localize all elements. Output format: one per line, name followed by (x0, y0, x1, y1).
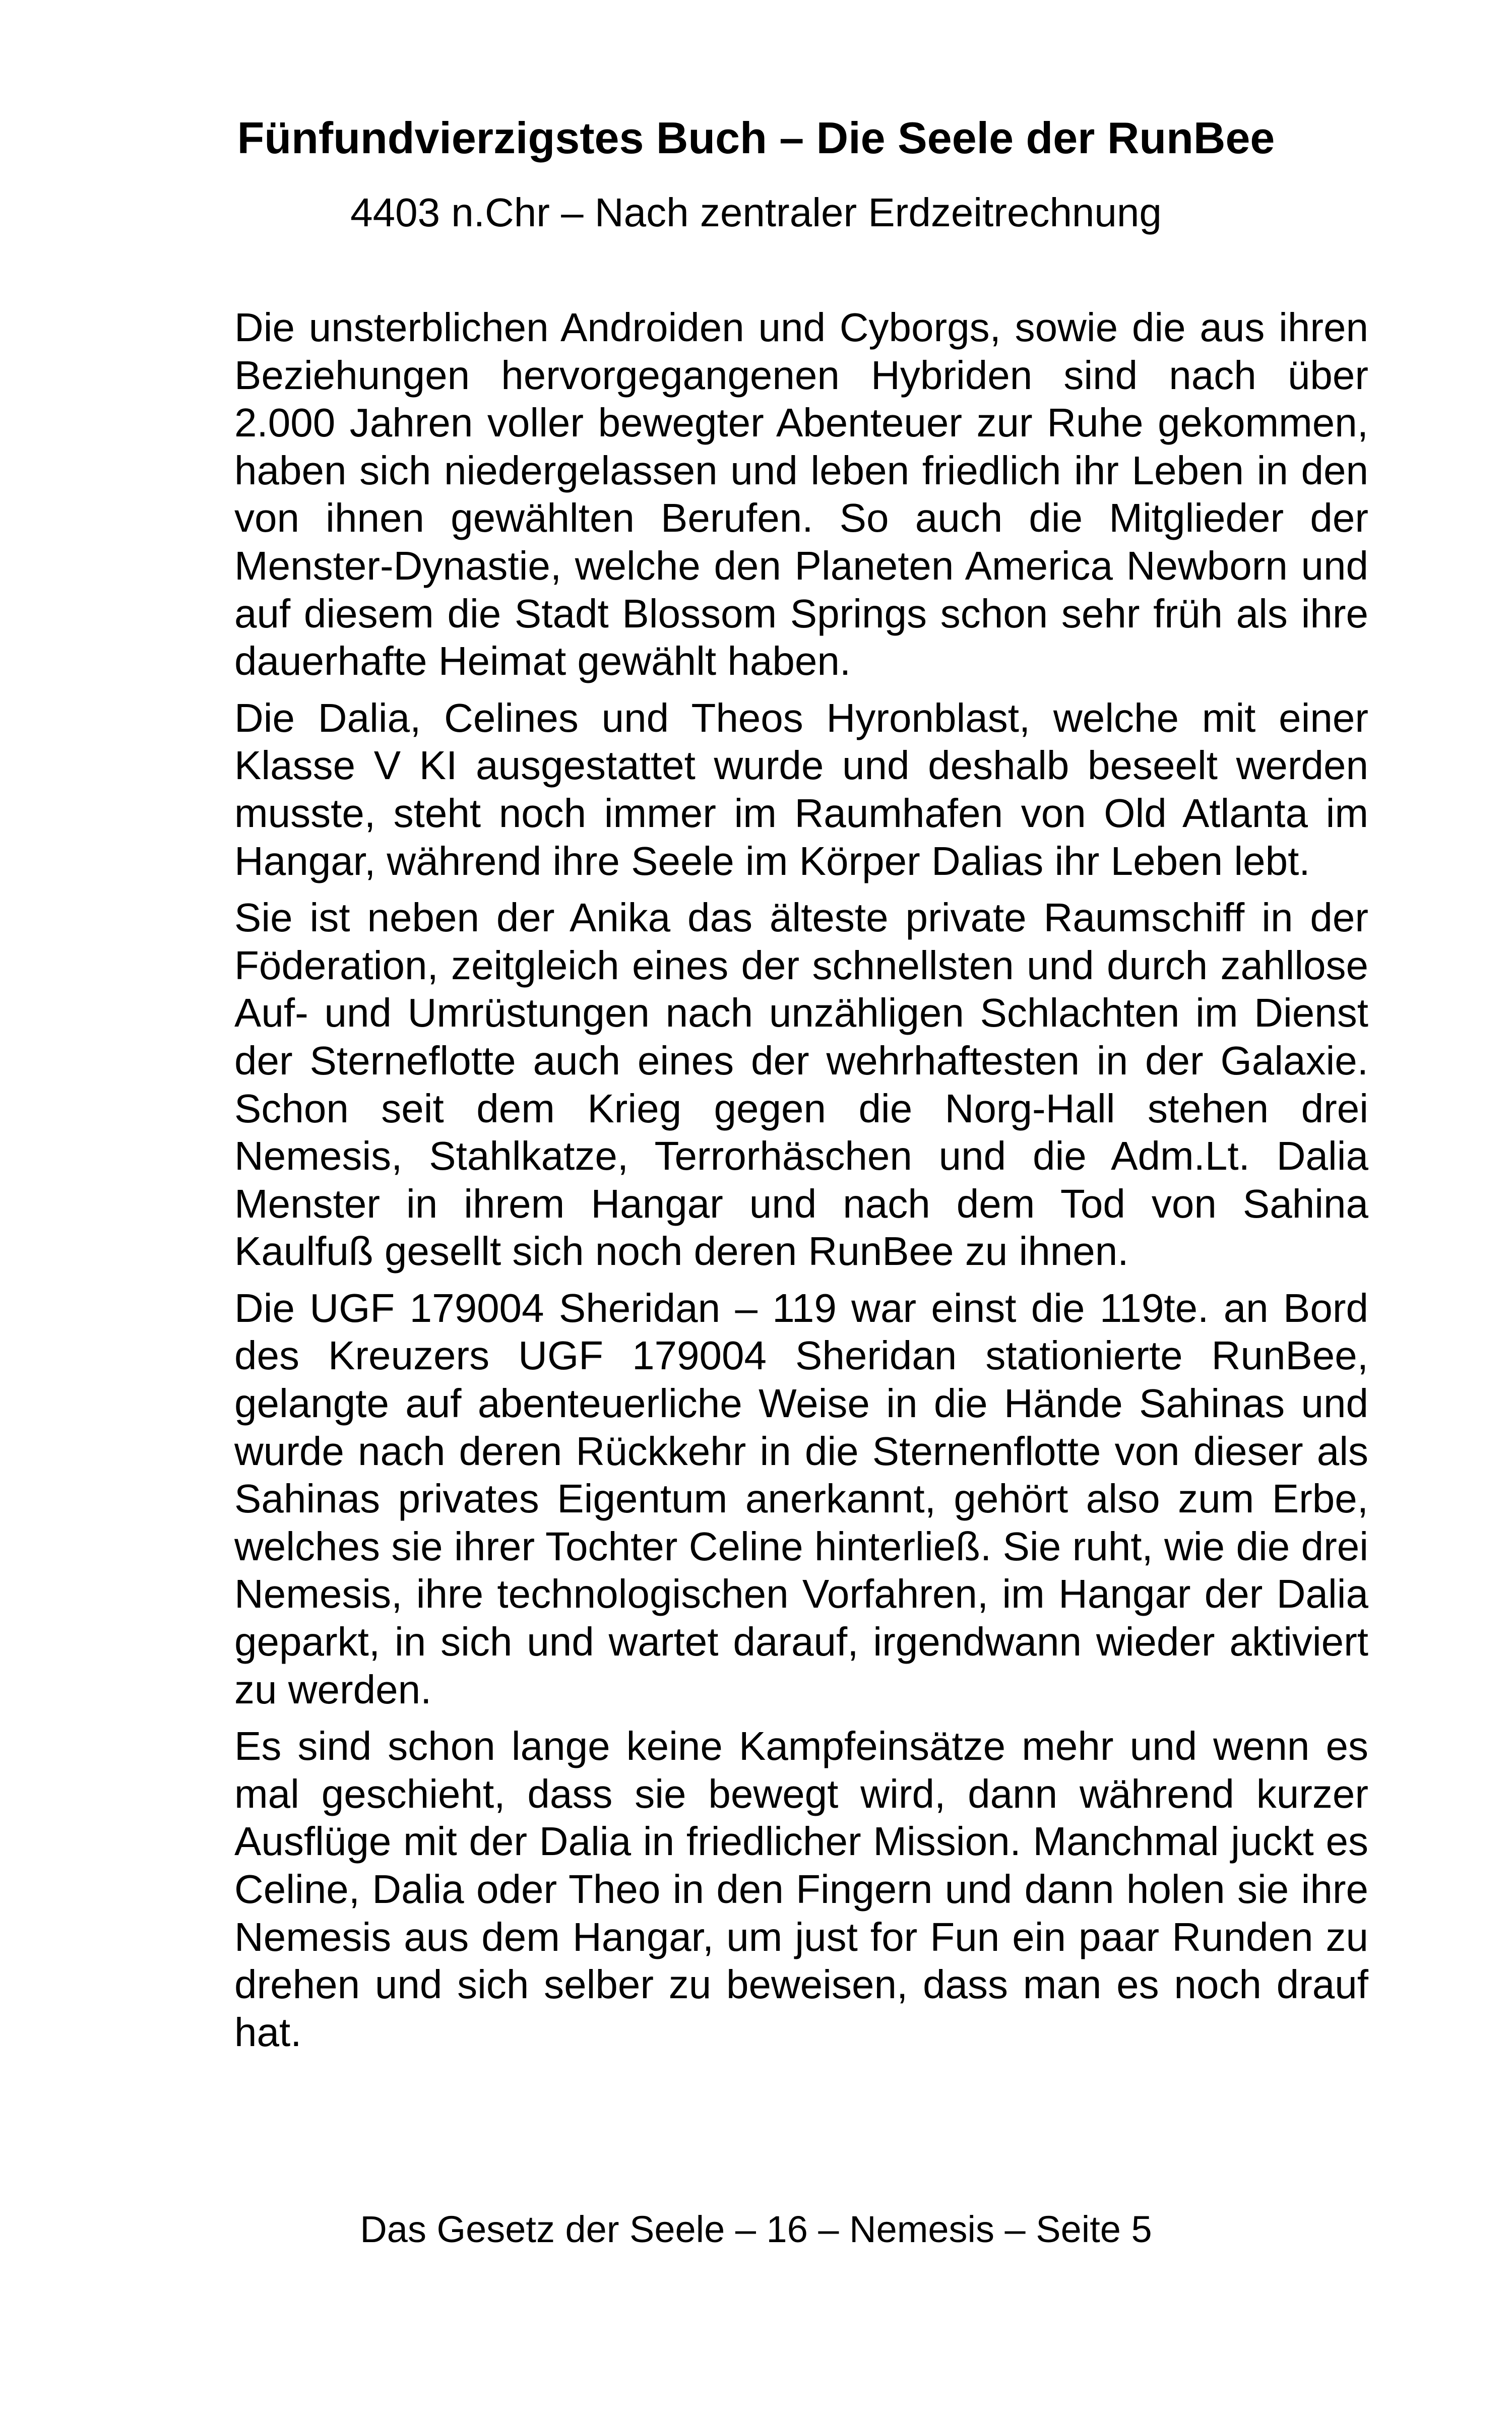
paragraph: Es sind schon lange keine Kampfeinsätze mehr und wenn es mal geschieht, dass sie bewegt wird, dann während kurzer Ausflüge mit der Dalia in friedlicher Mission. Manchmal juckt es Celine, Dalia oder Theo in den Fingern und dann holen sie ihre Nemesis aus dem Hangar, um just for Fun ein paar Runden zu drehen und sich selber zu beweisen, dass man es noch drauf hat. (234, 1724, 1368, 2055)
body-text (234, 304, 1368, 2065)
chapter-title: Fünfundvierzigstes Buch – Die Seele der RunBee (237, 113, 1275, 163)
paragraph: Die Dalia, Celines und Theos Hyronblast, welche mit einer Klasse V KI ausgestattet wurde und deshalb beseelt werden musste, steht noch immer im Raumhafen von Old Atlanta im Hangar, während ihre Seele im Körper Dalias ihr Leben lebt. (234, 695, 1368, 883)
chapter-subtitle: 4403 n.Chr – Nach zentraler Erdzeitrechnung (350, 190, 1162, 235)
paragraph: Die UGF 179004 Sheridan – 119 war einst die 119te. an Bord des Kreuzers UGF 179004 Sheridan stationierte RunBee, gelangte auf abenteuerliche Weise in die Hände Sahinas und wurde nach deren Rückkehr in die Sternenflotte von dieser als Sahinas privates Eigentum anerkannt, gehört also zum Erbe, welches sie ihrer Tochter Celine hinterließ. Sie ruht, wie die drei Nemesis, ihre technologischen Vorfahren, im Hangar der Dalia geparkt, in sich und wartet darauf, irgendwann wieder aktiviert zu werden. (234, 1285, 1368, 1712)
paragraph: Sie ist neben der Anika das älteste private Raumschiff in der Föderation, zeitgleich eines der schnellsten und durch zahllose Auf- und Umrüstungen nach unzähligen Schlachten im Dienst der Sterneflotte auch eines der wehrhaftesten in der Galaxie. Schon seit dem Krieg gegen die Norg-Hall stehen drei Nemesis, Stahlkatze, Terrorhäschen und die Adm.Lt. Dalia Menster in ihrem Hangar und nach dem Tod von Sahina Kaulfuß gesellt sich noch deren RunBee zu ihnen. (234, 895, 1368, 1274)
paragraph: Die unsterblichen Androiden und Cyborgs, sowie die aus ihren Beziehungen hervorgegangenen Hybriden sind nach über 2.000 Jahren voller bewegter Abenteuer zur Ruhe gekommen, haben sich niedergelassen und leben friedlich ihr Leben in den von ihnen gewählten Berufen. So auch die Mitglieder der Menster-Dynastie, welche den Planeten America Newborn und auf diesem die Stadt Blossom Springs schon sehr früh als ihre dauerhafte Heimat gewählt haben. (234, 305, 1368, 684)
page-footer: Das Gesetz der Seele – 16 – Nemesis – Seite 5 (360, 2208, 1152, 2250)
